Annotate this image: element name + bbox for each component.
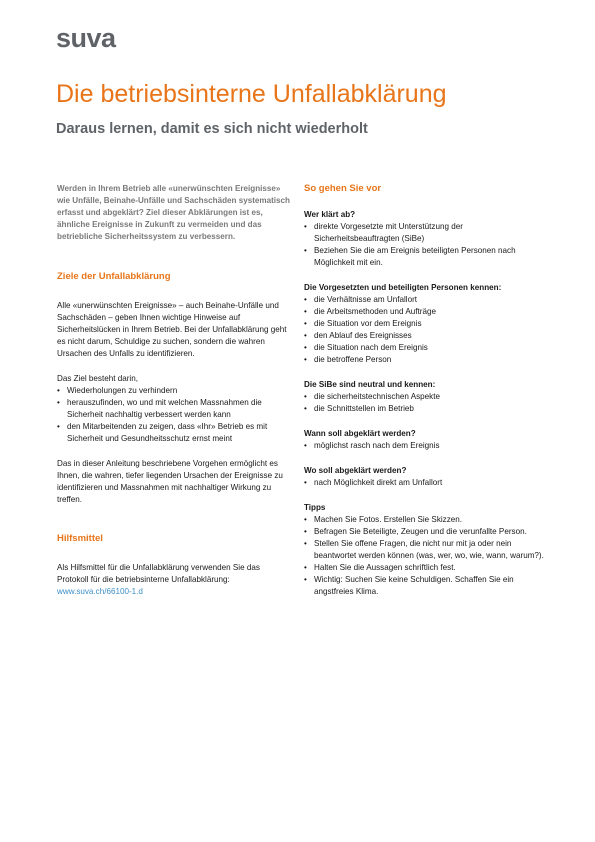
tips-list: [304, 514, 544, 598]
sibe-heading: Die SiBe sind neutral und kennen:: [304, 380, 436, 389]
goals-paragraph-3: Das in dieser Anleitung beschriebene Vorgehen ermöglicht es Ihnen, die wahren, tiefer liegenden Ursachen der Ereignisse zu identifizieren und Massnahmen mit nachhaltiger Wirkung zu treffen.: [57, 459, 283, 504]
left-column: [57, 183, 292, 598]
list-item: • Halten Sie die Aussagen schriftlich fest.: [304, 562, 544, 574]
list-item: • direkte Vorgesetzte mit Unterstützung der Sicherheitsbeauftragten (SiBe): [304, 221, 544, 245]
list-item: • die Situation vor dem Ereignis: [304, 318, 544, 330]
sibe-list: [304, 391, 544, 415]
list-item: • die betroffene Person: [304, 354, 544, 366]
list-item: • Stellen Sie offene Fragen, die nicht nur mit ja oder nein beantwortet werden können (was, wer, wo, wie, wann, warum?).: [304, 538, 544, 562]
goals-heading: Ziele der Unfallabklärung: [57, 271, 171, 282]
list-item: • die Verhältnisse am Unfallort: [304, 294, 544, 306]
list-item: • möglichst rasch nach dem Ereignis: [304, 440, 544, 452]
tips-heading: Tipps: [304, 503, 326, 512]
list-item: • herauszufinden, wo und mit welchen Massnahmen die Sicherheit nachhaltig verbessert werden kann: [57, 397, 292, 421]
page-subtitle: Daraus lernen, damit es sich nicht wiederholt: [56, 121, 368, 137]
list-item: • Befragen Sie Beteiligte, Zeugen und die verunfallte Person.: [304, 526, 544, 538]
list-item: • die Schnittstellen im Betrieb: [304, 403, 544, 415]
know-heading: Die Vorgesetzten und beteiligten Personen kennen:: [304, 283, 502, 292]
when-list: [304, 440, 544, 452]
who-heading: Wer klärt ab?: [304, 210, 356, 219]
list-item: • Machen Sie Fotos. Erstellen Sie Skizzen.: [304, 514, 544, 526]
list-item: • den Ablauf des Ereignisses: [304, 330, 544, 342]
page-title: Die betriebsinterne Unfallabklärung: [56, 80, 447, 108]
list-item: • nach Möglichkeit direkt am Unfallort: [304, 477, 544, 489]
list-item: • den Mitarbeitenden zu zeigen, dass «Ihr» Betrieb es mit Sicherheit und Gesundheitsschutz ernst meint: [57, 421, 292, 445]
aids-heading: Hilfsmittel: [57, 533, 103, 544]
goals-paragraph-2: Das Ziel besteht darin,: [57, 374, 138, 383]
where-list: [304, 477, 544, 489]
who-list: [304, 221, 544, 269]
goals-list: [57, 385, 292, 445]
list-item: • die sicherheitstechnischen Aspekte: [304, 391, 544, 403]
when-heading: Wann soll abgeklärt werden?: [304, 429, 416, 438]
protocol-link[interactable]: www.suva.ch/66100-1.d: [57, 587, 143, 596]
procedure-heading: So gehen Sie vor: [304, 183, 382, 194]
right-column: [304, 183, 544, 598]
aids-text: Als Hilfsmittel für die Unfallabklärung verwenden Sie das Protokoll für die betriebsinterne Unfallabklärung:: [57, 563, 260, 584]
goals-paragraph-1: Alle «unerwünschten Ereignisse» – auch Beinahe-Unfälle und Sachschäden – geben Ihnen wichtige Hinweise auf Sicherheitslücken in Ihrem Betrieb. Bei der Unfallabklärung geht es nicht darum, Schuldige zu suchen, sondern die wahren Ursachen des Unfalls zu identifizieren.: [57, 301, 287, 358]
know-list: [304, 294, 544, 366]
list-item: • Wiederholungen zu verhindern: [57, 385, 292, 397]
list-item: • Beziehen Sie die am Ereignis beteiligten Personen nach Möglichkeit mit ein.: [304, 245, 544, 269]
list-item: • Wichtig: Suchen Sie keine Schuldigen. Schaffen Sie ein angstfreies Klima.: [304, 574, 544, 598]
where-heading: Wo soll abgeklärt werden?: [304, 466, 407, 475]
list-item: • die Situation nach dem Ereignis: [304, 342, 544, 354]
intro-text: Werden in Ihrem Betrieb alle «unerwünschten Ereignisse» wie Unfälle, Beinahe-Unfälle und Sachschäden systematisch erfasst und abgeklärt? Ziel dieser Abklärungen ist es, ähnliche Ereignisse in Zukunft zu vermeiden und das betriebliche Sicherheitssystem zu verbessern.: [57, 184, 290, 241]
list-item: • die Arbeitsmethoden und Aufträge: [304, 306, 544, 318]
suva-logo: suva: [56, 23, 116, 53]
